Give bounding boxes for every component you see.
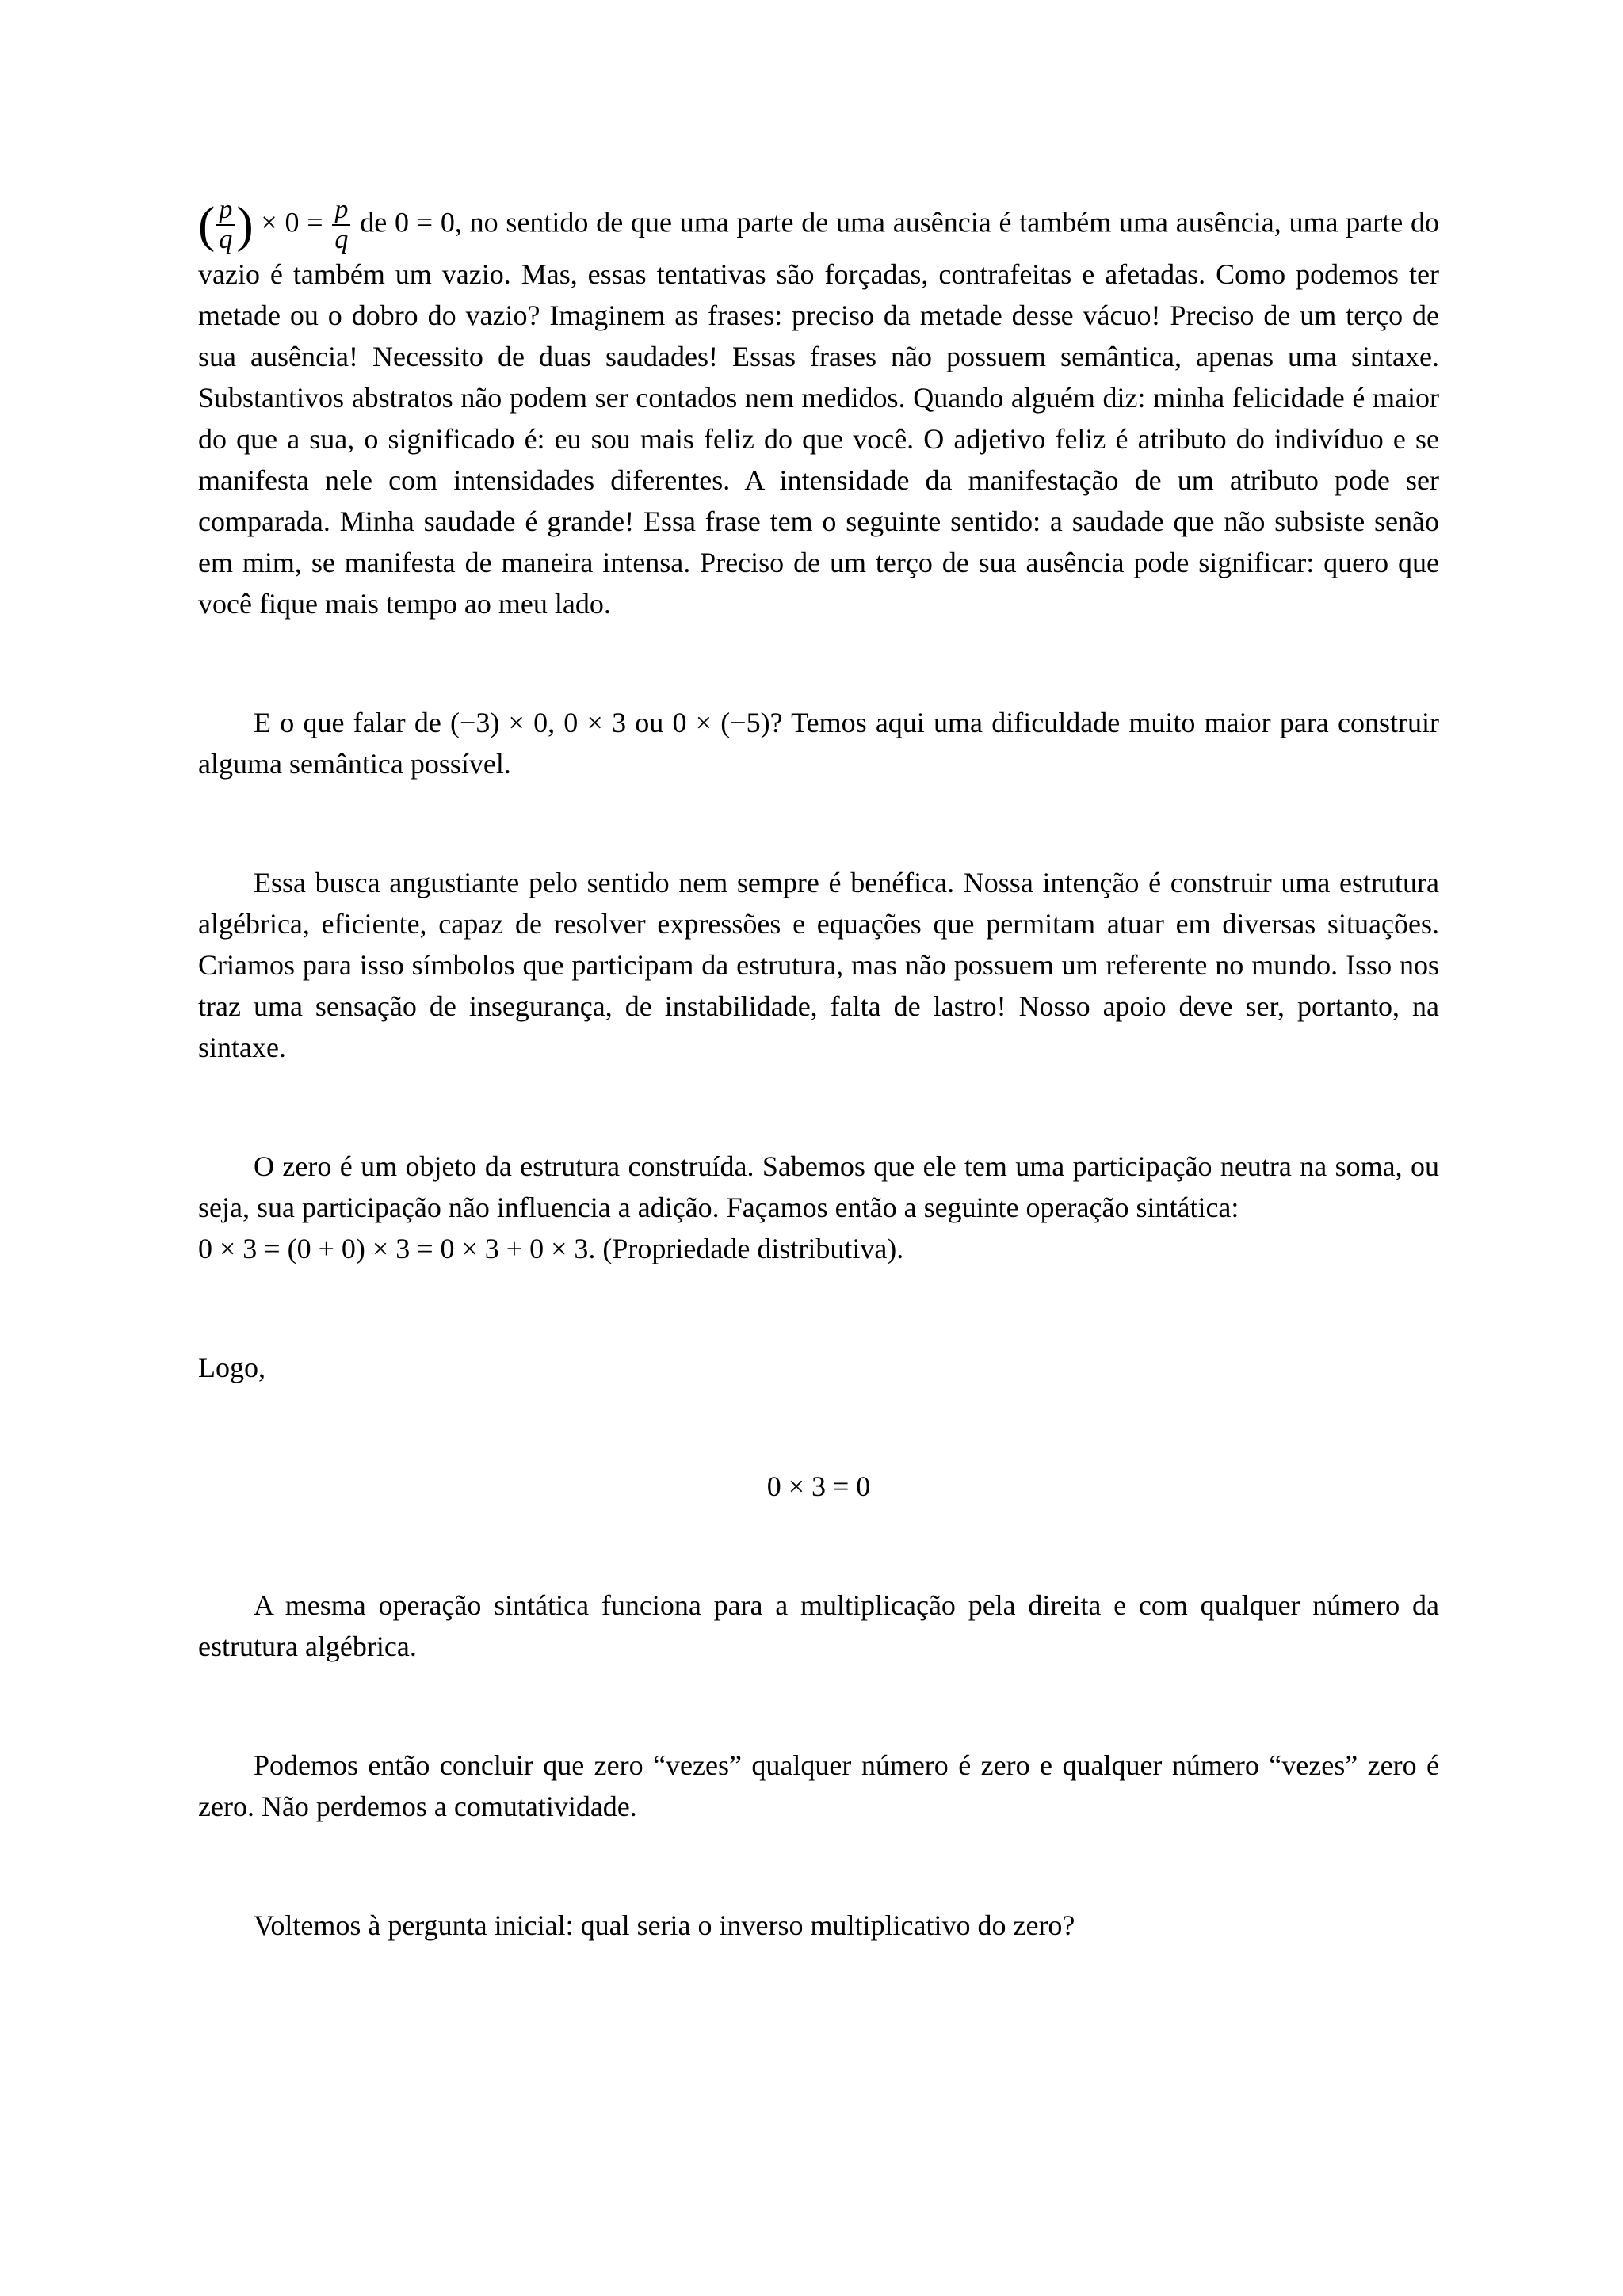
paragraph-syntax-search: Essa busca angustiante pelo sentido nem sempre é benéfica. Nossa intenção é construir uma estrutura algébrica, eficiente, capaz de resolver expressões e equações que permitam atuar em diversas situações. Criamos para isso símbolos que participam da estrutura, mas não possuem um referente no mundo. Isso nos traz uma sensação de insegurança, de instabilidade, falta de lastro! Nosso apoio deve ser, portanto, na sintaxe. [198,867,1439,1063]
centered-equation: 0 × 3 = 0 [766,1470,871,1502]
first-line-rest: de 0 = 0, no sentido de que uma parte de uma ausência é também uma ausência, [360,206,1281,238]
paragraph-commutativity: Podemos então concluir que zero “vezes” qualquer número é zero e qualquer número “vezes” zero é zero. Não perdemos a comutatividade. [198,1749,1439,1822]
document-page [198,196,1439,1946]
paragraph-difficulty: E o que falar de (−3) × 0, 0 × 3 ou 0 × (−5)? Temos aqui uma dificuldade muito maior para construir alguma semântica possível. [198,707,1439,780]
paragraph-right-multiplication: A mesma operação sintática funciona para a multiplicação pela direita e com qualquer número da estrutura algébrica. [198,1589,1439,1662]
paragraph-absence [198,196,1439,624]
logo-label: Logo, [198,1352,265,1383]
fraction-p-over-q-2: $\frac{p}{q}$ [332,196,350,254]
paragraph-absence-body: uma parte do vazio é também um vazio. Mas, essas tentativas são forçadas, contrafeitas e afetadas. Como podemos ter metade ou o dobro do vazio? Imaginem as frases: preciso da metade desse vácuo! Preciso de um terço de sua ausência! Necessito de duas saudades! Essas frases não possuem semântica, apenas uma sintaxe. Substantivos abstratos não podem ser contados nem medidos. Quando alguém diz: minha felicidade é maior do que a sua, o significado é: eu sou mais feliz do que você. O adjetivo feliz é atributo do indivíduo e se manifesta nele com intensidades diferentes. A intensidade da manifestação de um atributo pode ser comparada. Minha saudade é grande! Essa frase tem o seguinte sentido: a saudade que não subsiste senão em mim, se manifesta de maneira intensa. Preciso de um terço de sua ausência pode significar: quero que você fique mais tempo ao meu lado. [198,206,1440,620]
fraction-p-over-q: $\frac{p}{q}$ [216,196,235,254]
distributive-equation: 0 × 3 = (0 + 0) × 3 = 0 × 3 + 0 × 3. (Propriedade distributiva). [198,1233,904,1264]
paragraph-inverse-question: Voltemos à pergunta inicial: qual seria o inverso multiplicativo do zero? [254,1909,1075,1941]
fraction-expression: ( $\frac{p}{q}$ ) [198,195,254,254]
times-zero-equals: × 0 = [261,206,323,238]
paragraph-zero-object: O zero é um objeto da estrutura construída. Sabemos que ele tem uma participação neutra na soma, ou seja, sua participação não influencia a adição. Façamos então a seguinte operação sintática: [198,1150,1439,1223]
